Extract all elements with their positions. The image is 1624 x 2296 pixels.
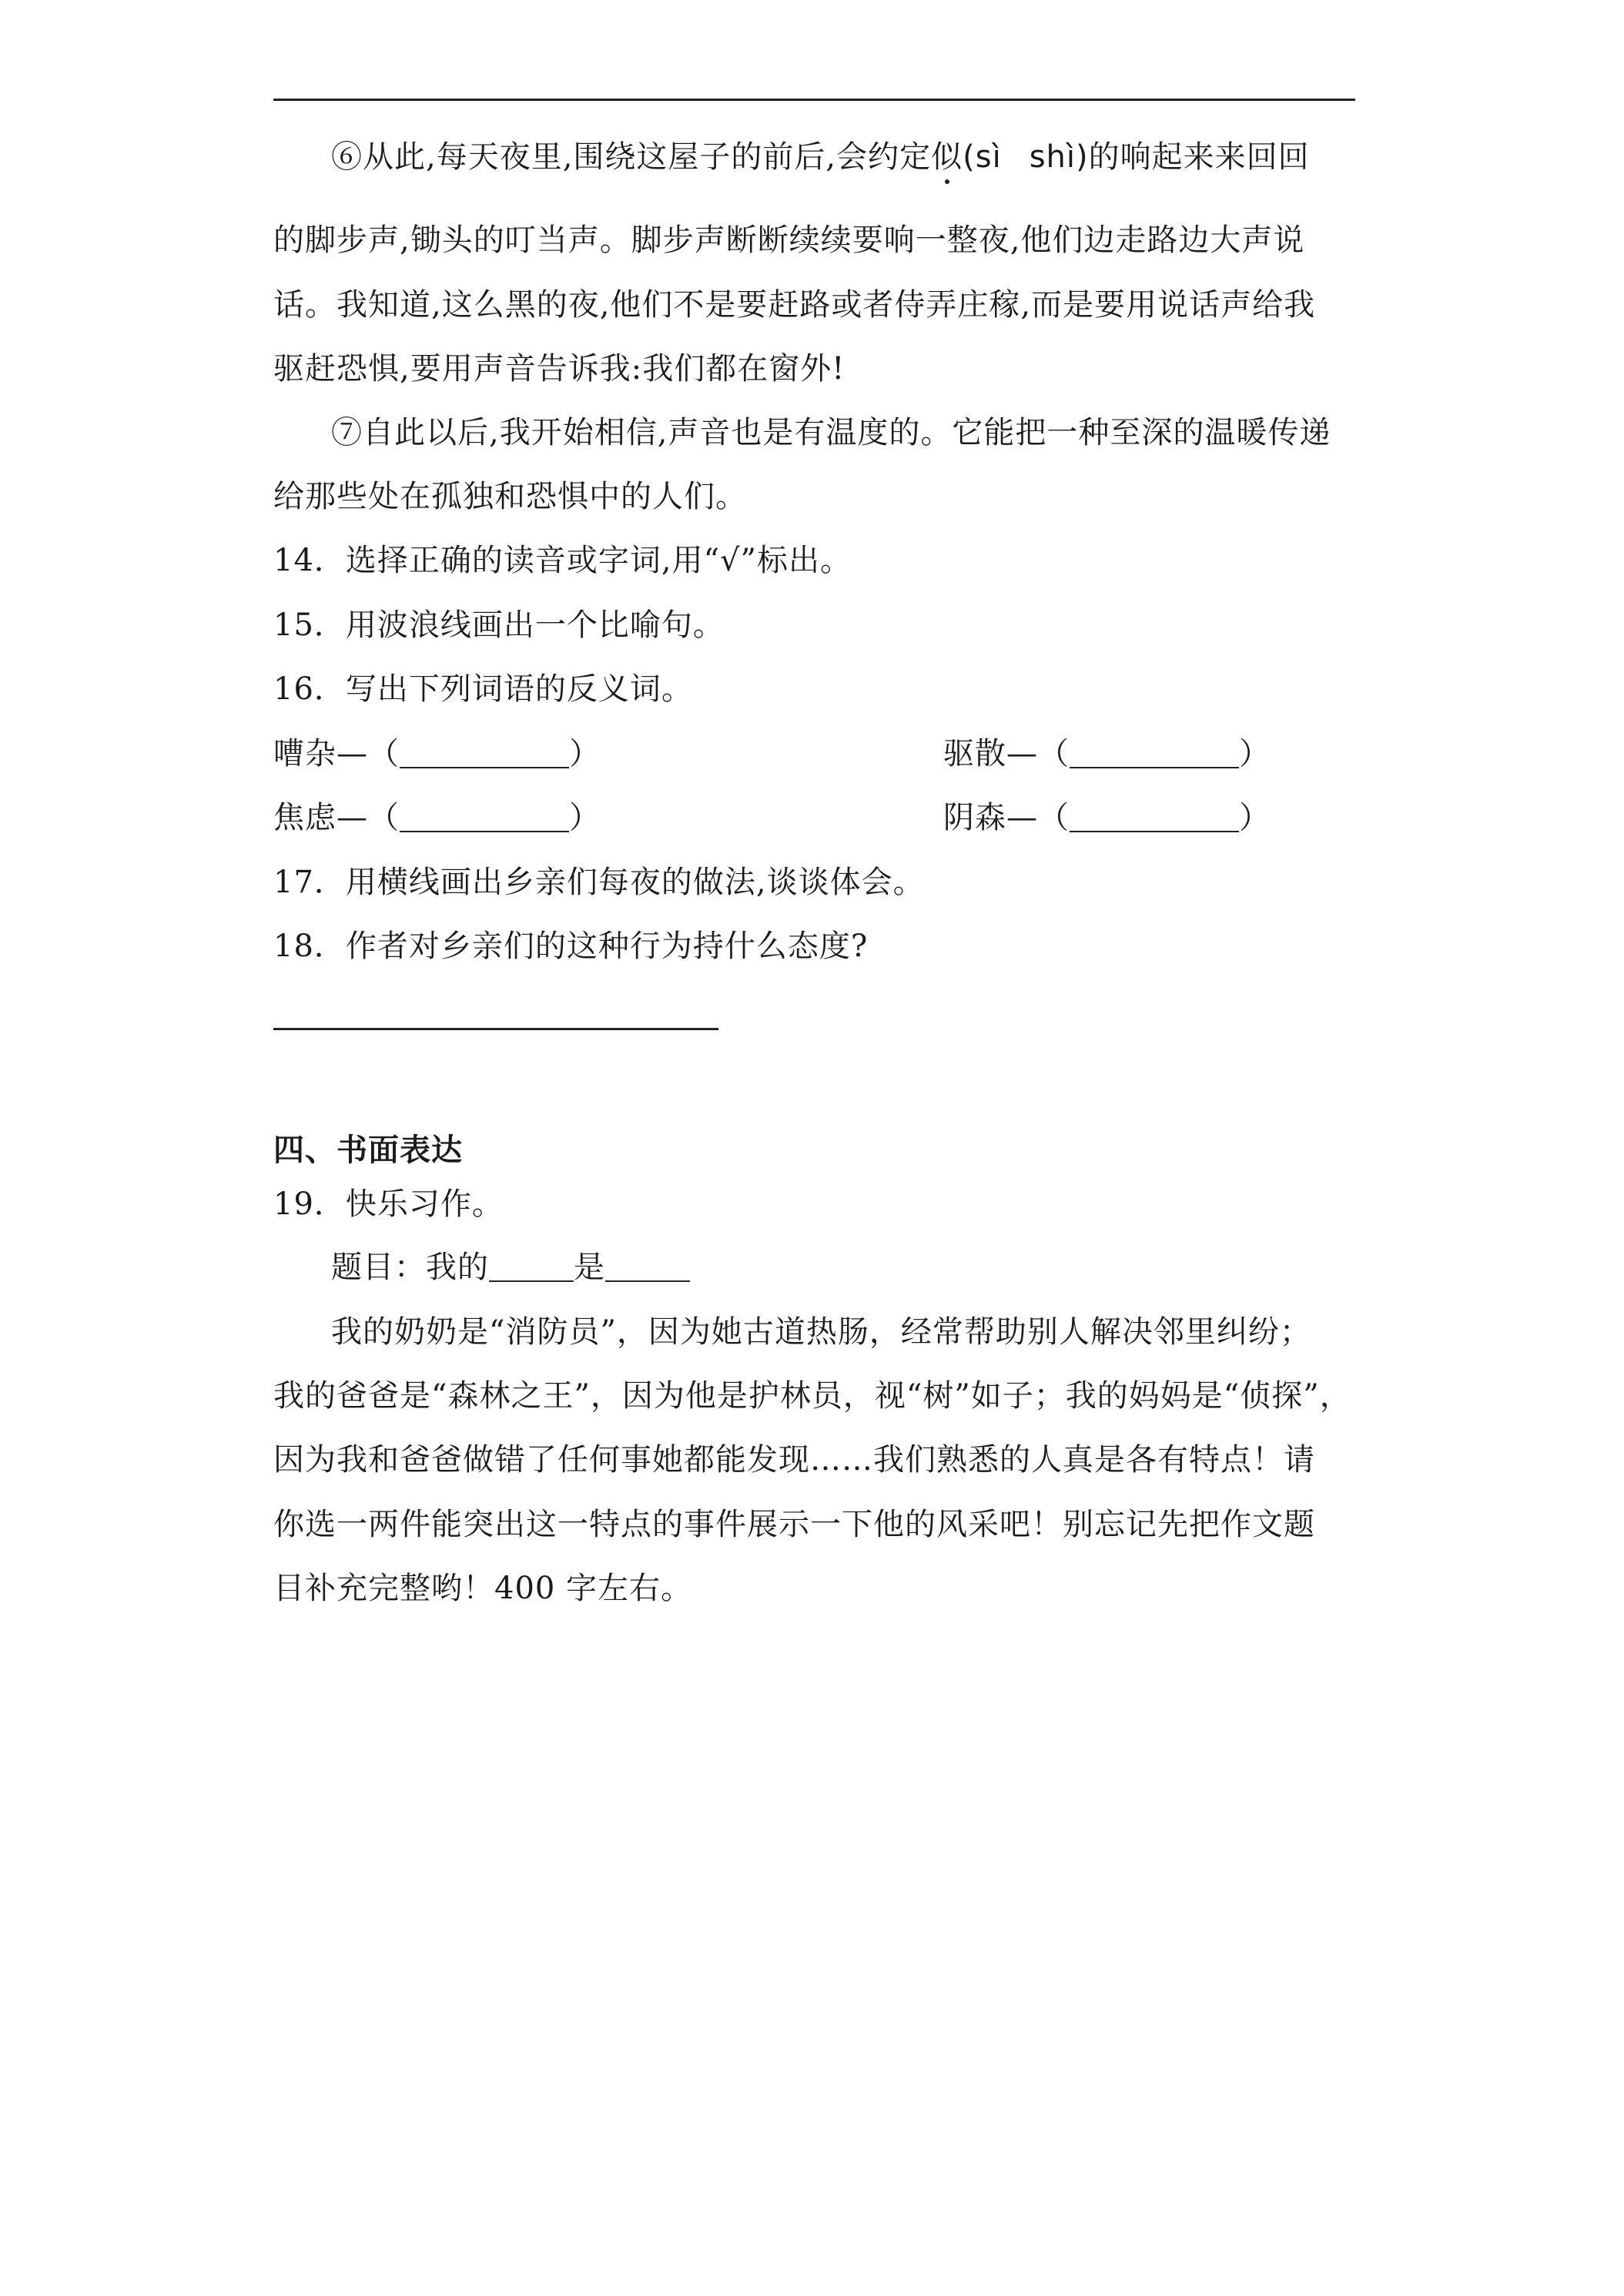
title-blank-1[interactable]: [489, 1254, 574, 1282]
section-heading: 四、书面表达: [273, 1133, 463, 1168]
question-14: 14．选择正确的读音或字词,用“√”标出。: [273, 543, 852, 578]
answer-blank[interactable]: [400, 805, 569, 832]
para7-line2: 给那些处在孤独和恐惧中的人们。: [273, 479, 747, 514]
para6-line4: 驱赶恐惧,要用声音告诉我:我们都在窗外!: [273, 351, 845, 387]
antonym-pair-2: 驱散—（ ）: [943, 736, 1271, 771]
title-prefix: 题目：我的: [331, 1250, 489, 1285]
question-18: 18．作者对乡亲们的这种行为持什么态度?: [273, 929, 869, 964]
para7-line1: ⑦自此以后,我开始相信,声音也是有温度的。它能把一种至深的温暖传递: [331, 415, 1331, 450]
para6-line2: 的脚步声,锄头的叮当声。脚步声断断续续要响一整夜,他们边走路边大声说: [273, 223, 1305, 258]
para6-text: ⑥从此,每天夜里,围绕这屋子的前后,会约定: [331, 139, 932, 175]
answer-blank[interactable]: [1070, 741, 1239, 768]
title-mid: 是: [574, 1250, 605, 1285]
pinyin-option-b: shì): [1029, 139, 1089, 175]
para6-line3: 话。我知道,这么黑的夜,他们不是要赶路或者侍弄庄稼,而是要用说话声给我: [273, 287, 1316, 323]
para6-text-end: 的响起来来回回: [1088, 139, 1310, 175]
answer-line[interactable]: [273, 1028, 718, 1030]
antonym-row-1: 嘈杂—（ ） 驱散—（ ）: [273, 736, 1271, 771]
question-17: 17．用横线画出乡亲们每夜的做法,谈谈体会。: [273, 865, 925, 900]
prompt-line2: 我的爸爸是“森林之王”，因为他是护林员，视“树”如子；我的妈妈是“侦探”，: [273, 1378, 1351, 1414]
dotted-char: 似: [931, 139, 963, 175]
pinyin-option-a: (sì: [963, 139, 1002, 175]
prompt-line4: 你选一两件能突出这一特点的事件展示一下他的风采吧！别忘记先把作文题: [273, 1507, 1315, 1542]
question-19: 19．快乐习作。: [273, 1186, 504, 1222]
antonym-word: 嘈杂—（: [273, 736, 400, 771]
prompt-line1: 我的奶奶是“消防员”，因为她古道热肠，经常帮助别人解决邻里纠纷；: [331, 1314, 1311, 1350]
prompt-line5: 目补充完整哟！400 字左右。: [273, 1571, 693, 1606]
antonym-word: 驱散—（: [943, 736, 1070, 771]
header-rule: [273, 99, 1355, 101]
title-blank-2[interactable]: [605, 1254, 690, 1282]
question-15: 15．用波浪线画出一个比喻句。: [273, 607, 725, 643]
question-16: 16．写出下列词语的反义词。: [273, 671, 693, 707]
antonym-pair-4: 阴森—（ ）: [943, 800, 1271, 835]
antonym-word: 焦虑—（: [273, 800, 400, 835]
answer-blank[interactable]: [400, 741, 569, 768]
antonym-row-2: 焦虑—（ ） 阴森—（ ）: [273, 800, 1271, 835]
prompt-line3: 因为我和爸爸做错了任何事她都能发现……我们熟悉的人真是各有特点！请: [273, 1442, 1315, 1478]
antonym-word: 阴森—（: [943, 800, 1070, 835]
essay-title-line: [331, 1249, 1355, 1286]
para6-line1: [331, 139, 1355, 176]
answer-blank[interactable]: [1070, 805, 1239, 832]
